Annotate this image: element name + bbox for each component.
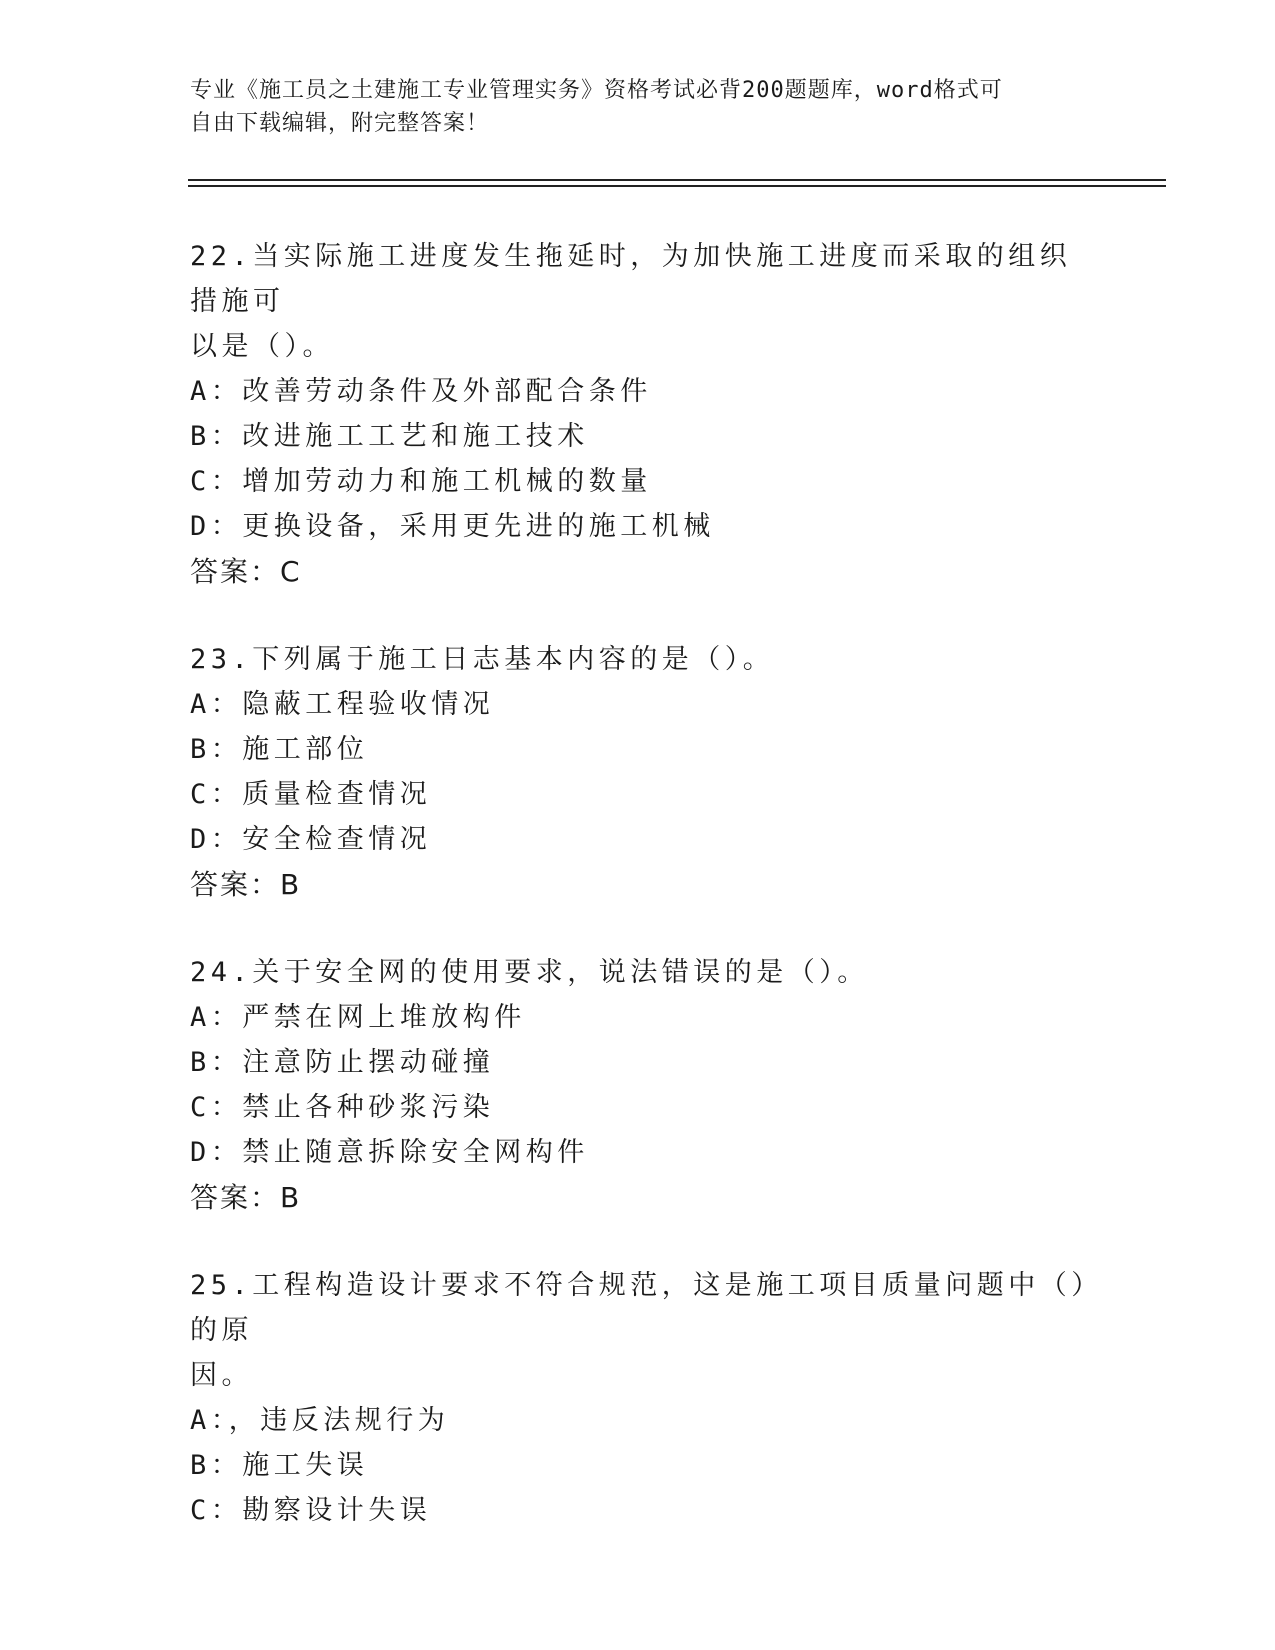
- option-c: C：勘察设计失误: [190, 1495, 432, 1526]
- question-text: 以是（）。: [190, 331, 334, 362]
- header-rule-bottom: [188, 185, 1166, 187]
- option-c: C：质量检查情况: [190, 779, 432, 810]
- header-line-2: 自由下载编辑，附完整答案！: [190, 111, 490, 136]
- option-b: B：施工部位: [190, 734, 369, 765]
- option-c: C：禁止各种砂浆污染: [190, 1092, 495, 1123]
- option-b: B：改进施工工艺和施工技术: [190, 421, 589, 452]
- option-b: B：注意防止摆动碰撞: [190, 1047, 495, 1078]
- question-25: [190, 1263, 1090, 1533]
- question-22: [190, 234, 1090, 595]
- option-d: D：禁止随意拆除安全网构件: [190, 1137, 589, 1168]
- question-23: [190, 637, 1090, 908]
- document-header: [190, 74, 1090, 140]
- answer-label: 答案：B: [190, 868, 302, 901]
- question-text: 25.工程构造设计要求不符合规范，这是施工项目质量问题中（）的原: [190, 1270, 1090, 1346]
- question-text: 23.下列属于施工日志基本内容的是（）。: [190, 644, 775, 675]
- question-text: 24.关于安全网的使用要求，说法错误的是（）。: [190, 957, 869, 988]
- answer-label: 答案：C: [190, 555, 302, 588]
- answer-label: 答案：B: [190, 1181, 302, 1214]
- option-d: D：安全检查情况: [190, 824, 432, 855]
- question-text: 因。: [190, 1360, 253, 1391]
- question-list: [190, 234, 1090, 1575]
- option-c: C：增加劳动力和施工机械的数量: [190, 466, 652, 497]
- question-text: 22.当实际施工进度发生拖延时，为加快施工进度而采取的组织措施可: [190, 241, 1072, 317]
- header-rule-top: [188, 179, 1166, 181]
- option-a: A：，违反法规行为: [190, 1405, 450, 1436]
- option-b: B：施工失误: [190, 1450, 369, 1481]
- option-a: A：严禁在网上堆放构件: [190, 1002, 526, 1033]
- option-a: A：隐蔽工程验收情况: [190, 689, 495, 720]
- question-24: [190, 950, 1090, 1221]
- option-a: A：改善劳动条件及外部配合条件: [190, 376, 652, 407]
- option-d: D：更换设备，采用更先进的施工机械: [190, 511, 715, 542]
- header-line-1: 专业《施工员之土建施工专业管理实务》资格考试必背200题题库，word格式可: [190, 78, 1003, 103]
